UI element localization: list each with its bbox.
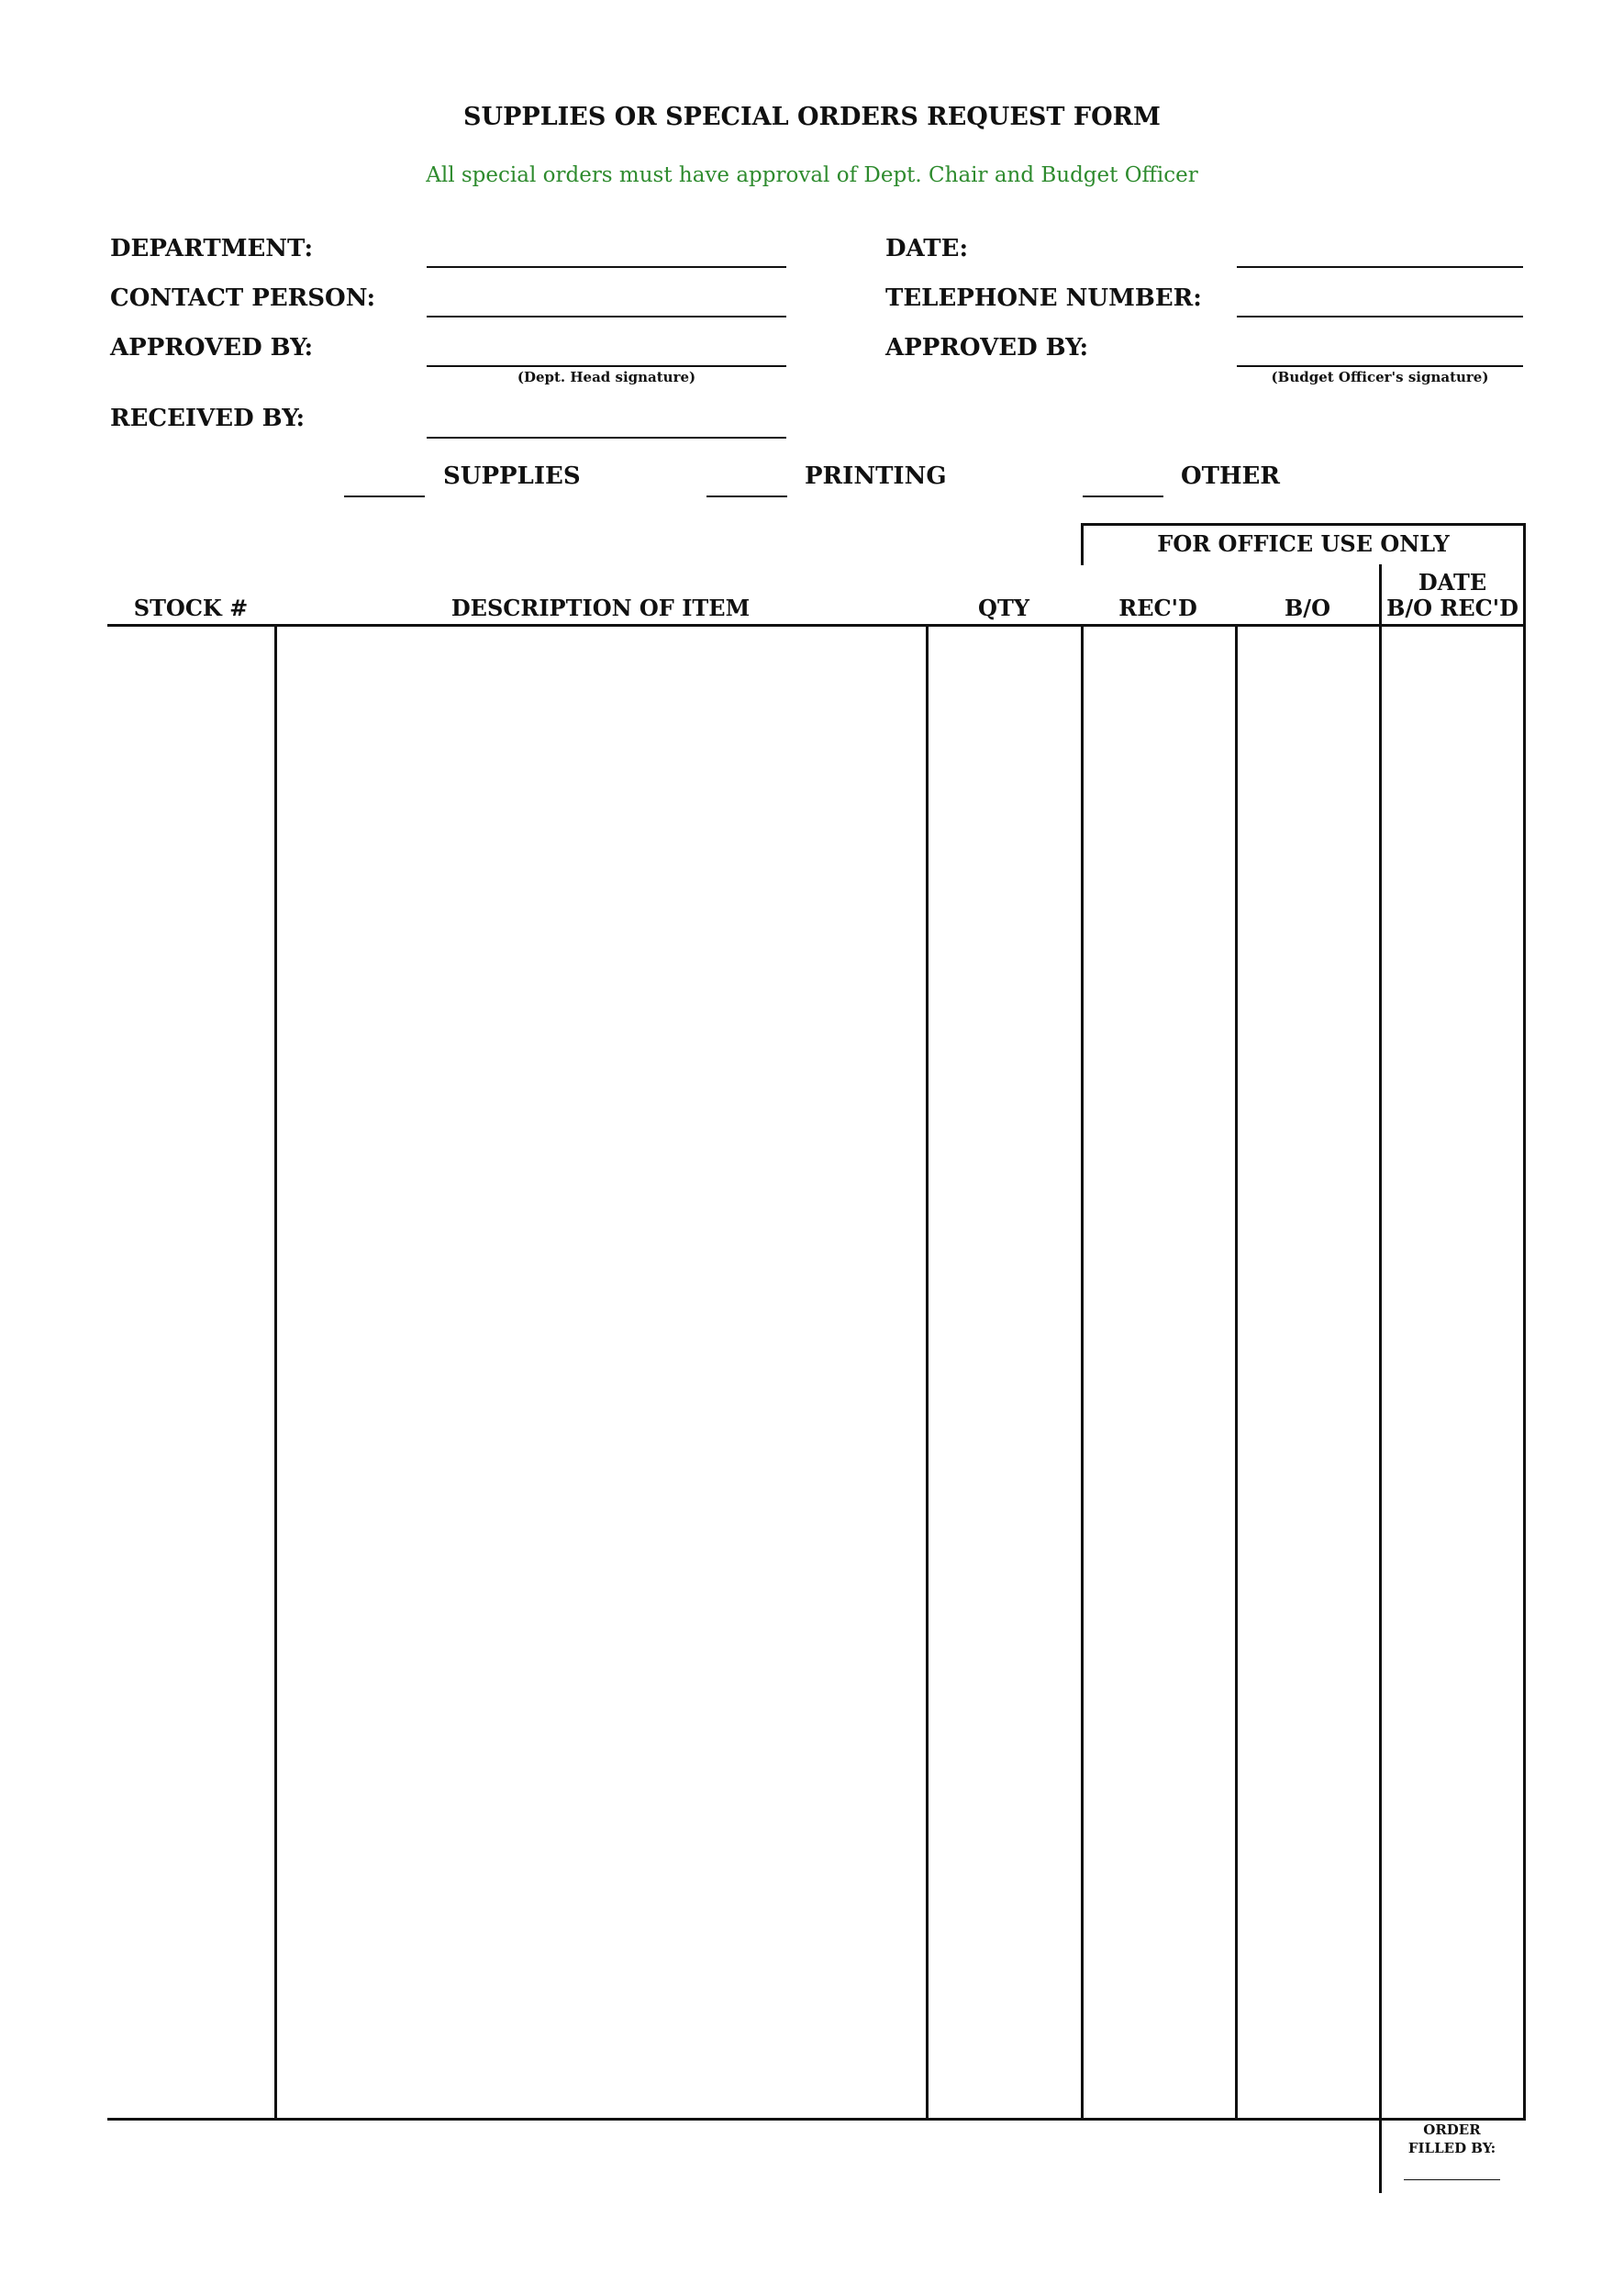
other-label: OTHER: [1181, 462, 1280, 490]
approved-by-dept-label: APPROVED BY:: [110, 334, 314, 362]
stock-header: STOCK #: [133, 595, 249, 621]
supplies-label: SUPPLIES: [443, 462, 581, 490]
received-by-field[interactable]: [427, 437, 786, 439]
table-bottom-rule: [107, 2118, 1526, 2121]
other-checkline[interactable]: [1083, 496, 1163, 497]
received-by-label: RECEIVED BY:: [110, 405, 306, 432]
bo-header: B/O: [1285, 595, 1330, 621]
telephone-field[interactable]: [1237, 316, 1523, 317]
qty-column-divider: [1081, 624, 1084, 2120]
budget-officer-signature-caption: (Budget Officer's signature): [1271, 369, 1489, 385]
qty-header: QTY: [978, 595, 1029, 621]
department-field[interactable]: [427, 266, 786, 268]
recd-header: REC'D: [1118, 595, 1197, 621]
dept-head-signature-caption: (Dept. Head signature): [517, 369, 696, 385]
recd-column-divider: [1235, 624, 1238, 2120]
date-label: DATE:: [885, 235, 969, 262]
description-column-divider: [926, 624, 929, 2120]
budget-officer-signature-field[interactable]: [1237, 365, 1523, 367]
contact-person-label: CONTACT PERSON:: [110, 284, 376, 312]
order-filled-divider: [1379, 2118, 1382, 2193]
table-right-border: [1523, 624, 1526, 2120]
telephone-label: TELEPHONE NUMBER:: [885, 284, 1202, 312]
department-label: DEPARTMENT:: [110, 235, 314, 262]
supplies-checkline[interactable]: [344, 496, 425, 497]
table-header-rule: [107, 624, 1526, 627]
description-header: DESCRIPTION OF ITEM: [450, 595, 751, 621]
form-subtitle: All special orders must have approval of Dept. Chair and Budget Officer: [426, 163, 1198, 187]
order-filled-label-line2: FILLED BY:: [1407, 2140, 1496, 2156]
date-field[interactable]: [1237, 266, 1523, 268]
approved-by-budget-label: APPROVED BY:: [885, 334, 1089, 362]
dept-head-signature-field[interactable]: [427, 365, 786, 367]
date-header-line1: DATE: [1418, 569, 1487, 596]
order-filled-field[interactable]: [1404, 2179, 1500, 2180]
printing-checkline[interactable]: [706, 496, 787, 497]
office-use-label: FOR OFFICE USE ONLY: [1157, 530, 1450, 557]
office-use-top-border: [1081, 523, 1526, 526]
contact-person-field[interactable]: [427, 316, 786, 317]
form-title: SUPPLIES OR SPECIAL ORDERS REQUEST FORM: [463, 103, 1161, 131]
stock-column-divider: [274, 624, 277, 2120]
order-filled-label-line1: ORDER: [1423, 2121, 1481, 2138]
items-table[interactable]: [107, 624, 1526, 2120]
bo-column-divider: [1379, 624, 1382, 2120]
date-header-line2: B/O REC'D: [1386, 595, 1518, 621]
printing-label: PRINTING: [805, 462, 947, 490]
